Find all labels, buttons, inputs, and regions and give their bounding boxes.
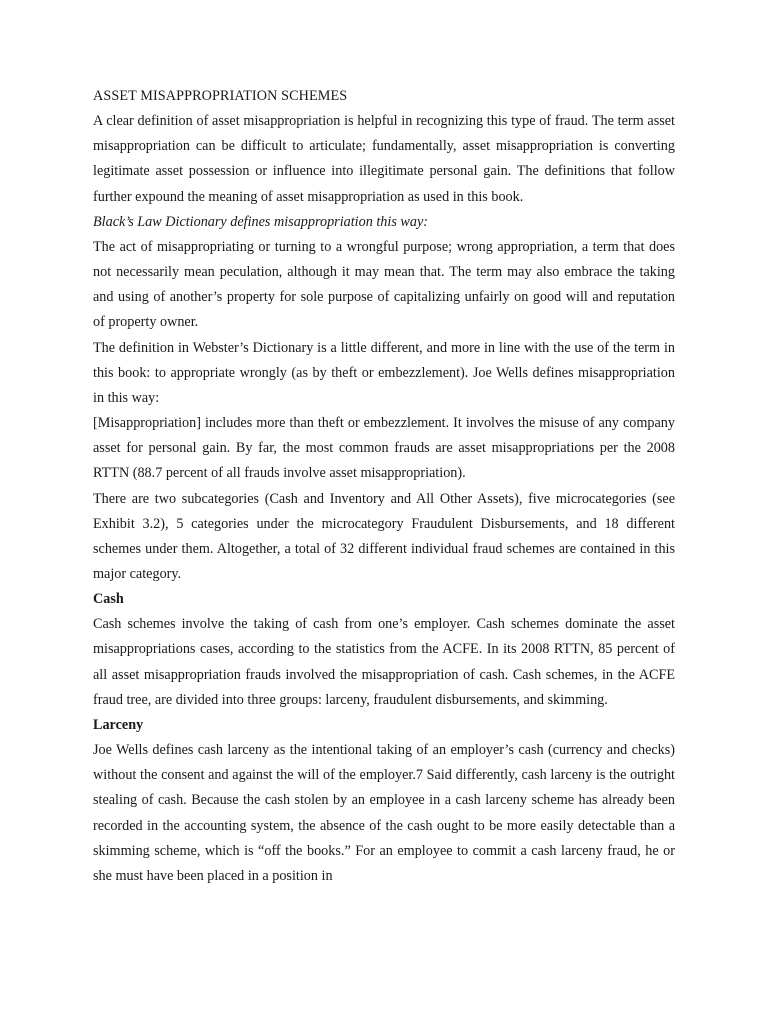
blacks-law-heading: Black’s Law Dictionary defines misappropriation this way: [93, 213, 428, 230]
larceny-heading: Larceny [93, 716, 144, 733]
larceny-paragraph: Joe Wells defines cash larceny as the intentional taking of an employer’s cash (currency and checks) without the consent and against the will of the employer.7 Said differently, cash larceny is the outright stealing of cash. Because the cash stolen by an employee in a cash larceny scheme has already been recorded in the accounting system, the absence of the cash ought to be more easily detectable than a skimming scheme, which is “off the books.” For an employee to commit a cash larceny fraud, he or she must have been placed in a position in [93, 742, 675, 884]
cash-heading: Cash [93, 591, 124, 608]
blacks-law-definition: The act of misappropriating or turning to a wrongful purpose; wrong appropriation, a term that does not necessarily mean peculation, although it may mean that. The term may also embrace the taking and using of another’s property for sole purpose of capitalizing unfairly on good will and reputation of property owner. [93, 238, 675, 331]
webster-paragraph: The definition in Webster’s Dictionary is a little different, and more in line with the use of the term in this book: to appropriate wrongly (as by theft or embezzlement). Joe Wells defines misappropriation in this way: [93, 339, 675, 406]
document-page [93, 84, 675, 889]
subcategories-paragraph: There are two subcategories (Cash and Inventory and All Other Assets), five microcategories (see Exhibit 3.2), 5 categories under the microcategory Fraudulent Disbursements, and 18 different schemes under them. Altogether, a total of 32 different individual fraud schemes are contained in this major category. [93, 490, 675, 582]
wells-quote: [Misappropriation] includes more than theft or embezzlement. It involves the misuse of any company asset for personal gain. By far, the most common frauds are asset misappropriations per the 2008 RTTN (88.7 percent of all frauds involve asset misappropriation). [93, 415, 675, 482]
page-title: ASSET MISAPPROPRIATION SCHEMES [93, 88, 348, 104]
intro-paragraph: A clear definition of asset misappropriation is helpful in recognizing this type of fraud. The term asset misappropriation can be difficult to articulate; fundamentally, asset misappropriation is converting legitimate asset possession or influence into illegitimate personal gain. The definitions that follow further expound the meaning of asset misappropriation as used in this book. [93, 113, 675, 205]
cash-paragraph: Cash schemes involve the taking of cash from one’s employer. Cash schemes dominate the asset misappropriations cases, according to the statistics from the ACFE. In its 2008 RTTN, 85 percent of all asset misappropriation frauds involved the misappropriation of cash. Cash schemes, in the ACFE fraud tree, are divided into three groups: larceny, fraudulent disbursements, and skimming. [93, 616, 675, 708]
